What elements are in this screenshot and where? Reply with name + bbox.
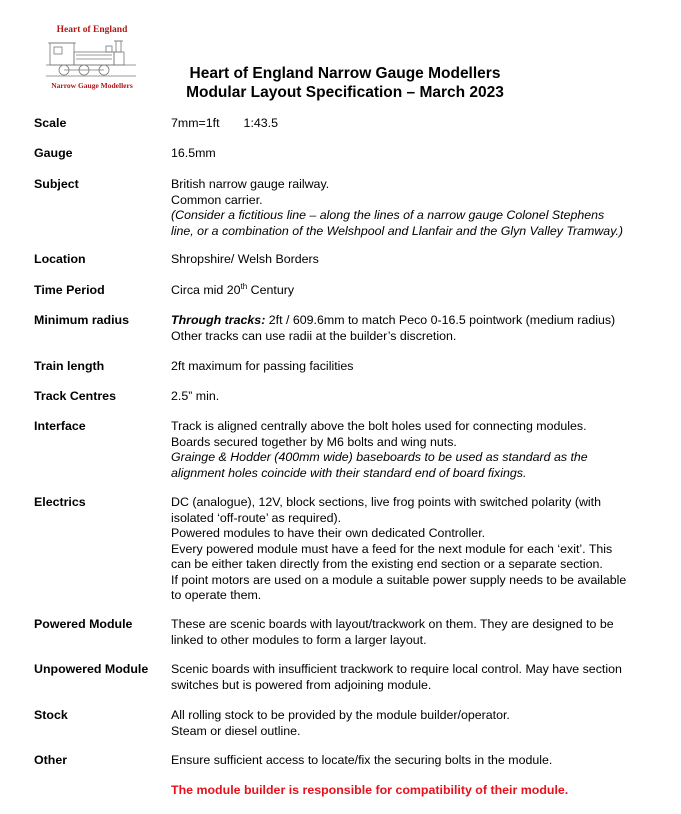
value-line: All rolling stock to be provided by the module builder/operator. (171, 708, 510, 722)
club-logo (42, 22, 142, 94)
value-line: linked to other modules to form a larger layout. (171, 632, 427, 647)
row-label: Scale (34, 116, 67, 130)
value-line: Other tracks can use radii at the builder’s discretion. (171, 328, 457, 343)
row-value (171, 359, 664, 375)
value-line: 16.5mm (171, 146, 216, 160)
row-label: Powered Module (34, 617, 133, 631)
value-line: switches but is powered from adjoining module. (171, 677, 432, 692)
row-value (171, 662, 664, 693)
row-label: Interface (34, 419, 86, 433)
value-line: Steam or diesel outline. (171, 723, 301, 738)
value-line: Ensure sufficient access to locate/fix the securing bolts in the module. (171, 753, 553, 767)
row-value (171, 146, 664, 162)
value-line: Grainge & Hodder (400mm wide) baseboards to be used as standard as the (171, 450, 588, 464)
time-period-text: Circa mid 20 (171, 283, 241, 297)
value-line: DC (analogue), 12V, block sections, live frog points with switched polarity (with (171, 495, 601, 509)
row-label: Time Period (34, 283, 105, 297)
row-label: Location (34, 252, 86, 266)
row-value (171, 389, 664, 405)
through-tracks-label: Through tracks: (171, 313, 266, 327)
scale-imperial: 7mm=1ft (171, 116, 220, 130)
row-label: Electrics (34, 495, 86, 509)
value-line: to operate them. (171, 588, 262, 602)
row-value (171, 116, 664, 132)
through-tracks-text: 2ft / 609.6mm to match Peco 0-16.5 pointwork (medium radius) (265, 313, 616, 327)
responsibility-note: The module builder is responsible for compatibility of their module. (171, 783, 569, 797)
value-line: If point motors are used on a module a suitable power supply needs to be available (171, 572, 627, 587)
value-line: Scenic boards with insufficient trackwork to require local control. May have section (171, 662, 622, 676)
value-line: Common carrier. (171, 192, 263, 207)
time-period-superscript: th (240, 282, 248, 291)
value-line: 2.5” min. (171, 389, 220, 403)
row-label: Stock (34, 708, 68, 722)
value-line: Track is aligned centrally above the bolt holes used for connecting modules. (171, 419, 587, 433)
row-label: Subject (34, 177, 79, 191)
row-label: Other (34, 753, 68, 767)
value-line: Every powered module must have a feed for the next module for each ‘exit’. This (171, 541, 613, 556)
locomotive-icon (46, 37, 138, 79)
value-line: Powered modules to have their own dedicated Controller. (171, 526, 486, 540)
value-line: Shropshire/ Welsh Borders (171, 252, 319, 266)
row-value (171, 252, 664, 268)
row-value (171, 708, 664, 739)
document-subtitle: Modular Layout Specification – March 2023 (186, 84, 504, 101)
row-value (171, 495, 664, 604)
value-line: 2ft maximum for passing facilities (171, 359, 354, 373)
row-label: Train length (34, 359, 105, 373)
row-value (171, 313, 664, 344)
logo-top-text: Heart of England (56, 25, 128, 35)
time-period-suffix: Century (247, 283, 295, 297)
value-line: (Consider a fictitious line – along the lines of a narrow gauge Colonel Stephens (171, 208, 605, 222)
value-line: These are scenic boards with layout/trackwork on them. They are designed to be (171, 617, 614, 631)
row-label: Minimum radius (34, 313, 130, 327)
row-value (171, 419, 664, 481)
value-line: can be either taken directly from the existing end section or a separate section. (171, 557, 603, 571)
row-value (171, 617, 664, 648)
logo-bottom-text: Narrow Gauge Modellers (51, 81, 133, 90)
row-label: Gauge (34, 146, 73, 160)
row-value (171, 283, 664, 299)
value-line: British narrow gauge railway. (171, 177, 330, 191)
scale-ratio: 1:43.5 (243, 116, 278, 130)
value-line: line, or a combination of the Welshpool and Llanfair and the Glyn Valley Tramway.) (171, 223, 624, 238)
value-line: alignment holes coincide with their standard end of board fixings. (171, 465, 527, 480)
document-title: Heart of England Narrow Gauge Modellers (189, 65, 501, 82)
row-value (171, 753, 664, 769)
row-value (171, 177, 664, 239)
value-line: isolated ‘off-route’ as required). (171, 510, 342, 525)
value-line: Boards secured together by M6 bolts and wing nuts. (171, 434, 457, 449)
row-label: Unpowered Module (34, 662, 149, 676)
row-label: Track Centres (34, 389, 116, 403)
